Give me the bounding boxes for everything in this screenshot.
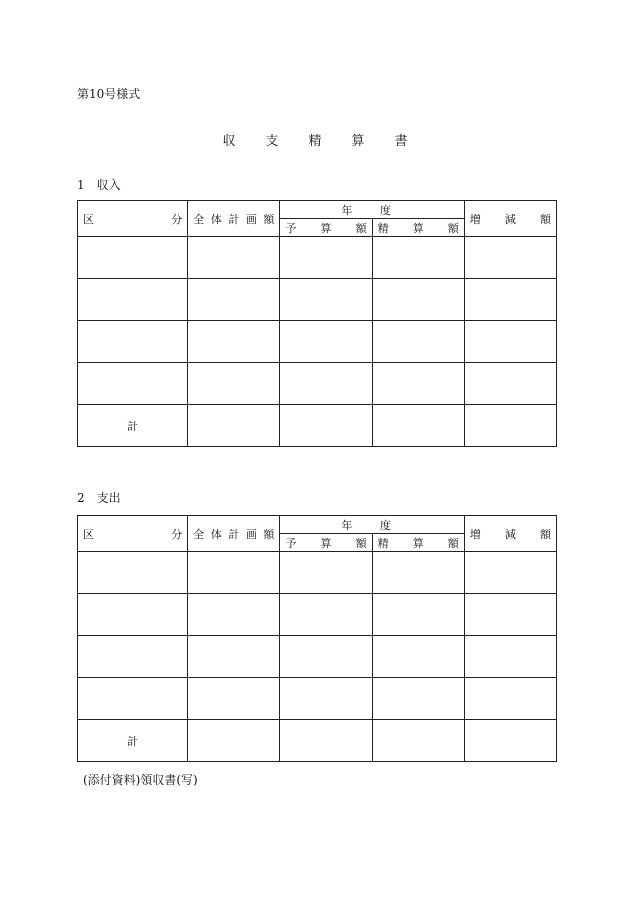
table-row [78,636,557,678]
total-label: 計 [78,405,188,447]
table-row [78,594,557,636]
attachment-note: (添付資料)領収書(写) [83,773,198,787]
header-nendo: 年 度 [280,201,464,219]
document-title: 収支精算書 [222,134,438,149]
table-row [78,678,557,720]
total-row [78,720,557,762]
header-kubun: 区 分 [78,201,188,237]
header-seisan: 精 算 額 [372,219,464,237]
form-number: 第10号様式 [77,87,141,101]
header-zentai: 全 体 計 画 額 [188,516,280,552]
header-zentai: 全 体 計 画 額 [188,201,280,237]
income-table [77,200,557,447]
header-zogen: 増 減 額 [464,201,556,237]
expense-table [77,515,557,762]
total-row [78,405,557,447]
header-yosan: 予 算 額 [280,534,372,552]
header-seisan: 精 算 額 [372,534,464,552]
table-row [78,552,557,594]
table-row [78,321,557,363]
table-row [78,279,557,321]
section-heading-expense: 2 支出 [77,491,121,505]
table-row [78,363,557,405]
section-heading-income: 1 収入 [77,178,121,192]
header-yosan: 予 算 額 [280,219,372,237]
header-nendo: 年 度 [280,516,464,534]
table-row [78,237,557,279]
header-zogen: 増 減 額 [464,516,556,552]
header-kubun: 区 分 [78,516,188,552]
total-label: 計 [78,720,188,762]
